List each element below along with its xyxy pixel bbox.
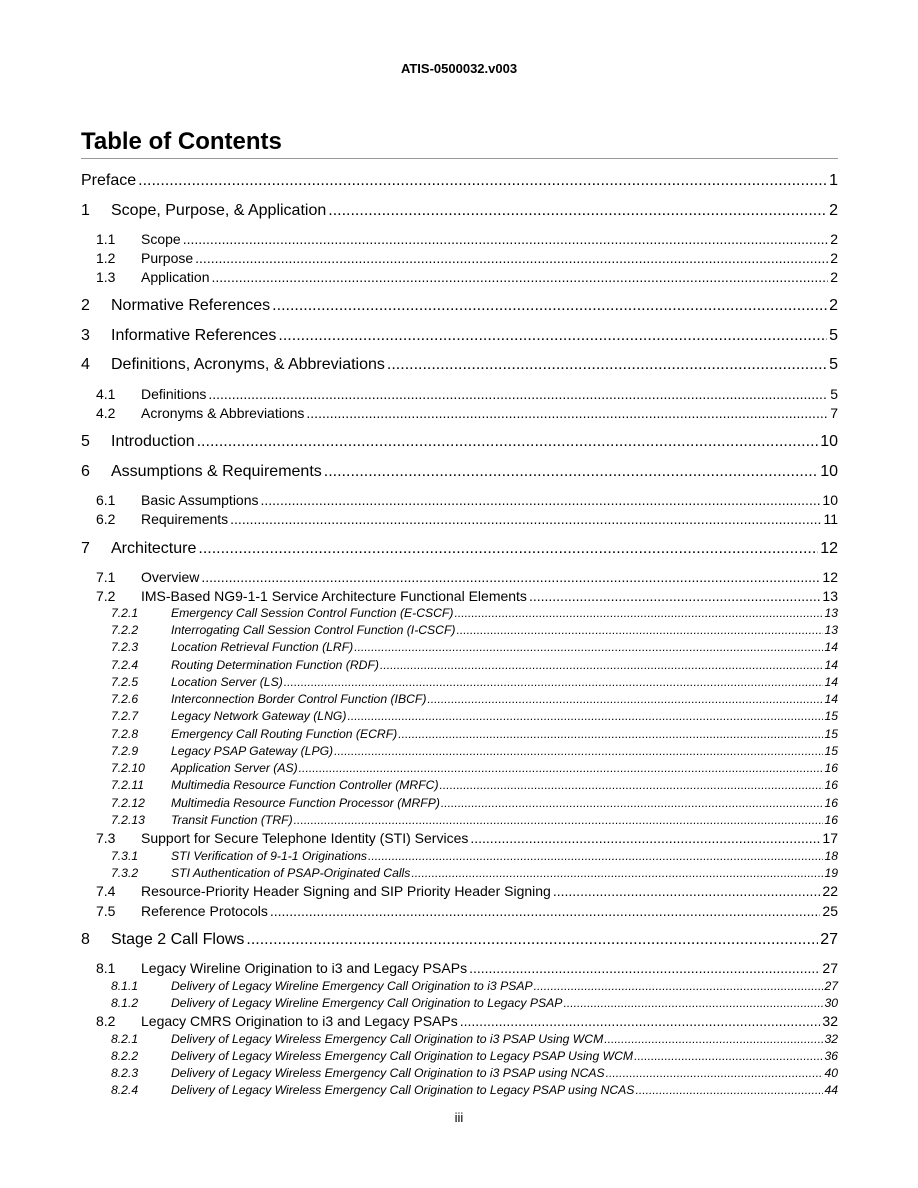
toc-entry[interactable] — [81, 202, 838, 220]
toc-entry-page: 27 — [824, 979, 838, 993]
toc-entry[interactable] — [81, 540, 838, 558]
toc-entry-page: 27 — [820, 931, 838, 948]
toc-entry[interactable] — [96, 511, 838, 527]
toc-entry[interactable] — [96, 830, 838, 846]
toc-entry-title: Legacy Network Gateway (LNG) — [171, 709, 347, 723]
toc-entry-number: 8.2.2 — [111, 1049, 139, 1063]
dot-leader — [368, 849, 823, 863]
toc-entry-page: 14 — [824, 658, 838, 672]
toc-entry-page: 22 — [822, 883, 838, 899]
dot-leader — [387, 356, 827, 374]
toc-entry-title: Delivery of Legacy Wireless Emergency Call Origination to i3 PSAP using NCAS — [171, 1066, 605, 1080]
toc-entry[interactable] — [96, 903, 838, 919]
toc-entry-title: Introduction — [111, 433, 195, 450]
toc-entry-page: 14 — [824, 692, 838, 706]
dot-leader — [460, 1013, 821, 1029]
toc-entry-number: 8.1.1 — [111, 979, 139, 993]
toc-entry-page: 19 — [824, 866, 838, 880]
toc-entry[interactable] — [111, 979, 838, 993]
toc-entry[interactable] — [111, 709, 838, 723]
toc-entry-page: 30 — [824, 996, 838, 1010]
toc-entry[interactable] — [111, 1032, 838, 1046]
toc-entry-number: 4.2 — [96, 405, 116, 421]
toc-entry-title: Stage 2 Call Flows — [111, 931, 245, 948]
toc-entry-number: 6 — [81, 463, 90, 480]
toc-entry-page: 16 — [824, 796, 838, 810]
toc-entry-number: 7.2.5 — [111, 675, 139, 689]
dot-leader — [198, 540, 818, 558]
dot-leader — [553, 883, 821, 899]
toc-entry[interactable] — [111, 1049, 838, 1063]
toc-entry[interactable] — [111, 727, 838, 741]
toc-entry-number: 7 — [81, 540, 90, 557]
toc-entry[interactable] — [96, 269, 838, 285]
toc-entry[interactable] — [96, 231, 838, 247]
toc-entry-number: 7.2.13 — [111, 813, 145, 827]
toc-entry-number: 7.3 — [96, 830, 116, 846]
toc-entry-title: Multimedia Resource Function Processor (MRFP) — [171, 796, 440, 810]
toc-entry[interactable] — [96, 386, 838, 402]
toc-entry-title: Architecture — [111, 540, 197, 557]
toc-entry-title: Acronyms & Abbreviations — [141, 405, 305, 421]
toc-entry-title: Preface — [81, 172, 137, 189]
toc-entry-number: 8.1 — [96, 960, 116, 976]
dot-leader — [427, 692, 823, 706]
toc-entry-page: 16 — [824, 813, 838, 827]
toc-entry-title: Emergency Call Session Control Function (E-CSCF) — [171, 606, 454, 620]
toc-entry-title: Location Retrieval Function (LRF) — [171, 640, 354, 654]
dot-leader — [138, 172, 827, 190]
toc-entry[interactable] — [96, 492, 838, 508]
dot-leader — [278, 327, 827, 345]
document-id-header: ATIS-0500032.v003 — [400, 61, 518, 76]
toc-entry-number: 7.2.6 — [111, 692, 139, 706]
toc-entry-number: 7.1 — [96, 569, 116, 585]
dot-leader — [272, 297, 827, 315]
toc-entry[interactable] — [81, 463, 838, 481]
toc-entry[interactable] — [111, 640, 838, 654]
toc-entry-title: Legacy Wireline Origination to i3 and Legacy PSAPs — [141, 960, 468, 976]
dot-leader — [534, 979, 824, 993]
toc-entry-title: Overview — [141, 569, 200, 585]
toc-entry-number: 7.2.1 — [111, 606, 139, 620]
toc-entry-page: 5 — [830, 386, 838, 402]
toc-entry-page: 25 — [822, 903, 838, 919]
toc-entry[interactable] — [111, 866, 838, 880]
dot-leader — [440, 778, 824, 792]
dot-leader — [334, 744, 823, 758]
toc-entry[interactable] — [111, 675, 838, 689]
toc-entry-page: 44 — [824, 1083, 838, 1097]
toc-entry[interactable] — [111, 813, 838, 827]
dot-leader — [606, 1066, 824, 1080]
toc-entry[interactable] — [111, 744, 838, 758]
toc-entry-title: Delivery of Legacy Wireline Emergency Call Origination to i3 PSAP — [171, 979, 533, 993]
dot-leader — [195, 250, 828, 266]
dot-leader — [441, 796, 824, 810]
dot-leader — [270, 903, 821, 919]
toc-entry-page: 13 — [822, 588, 838, 604]
toc-entry-title: STI Verification of 9-1-1 Originations — [171, 849, 367, 863]
toc-entry-page: 2 — [830, 269, 838, 285]
toc-entry-title: Application Server (AS) — [171, 761, 298, 775]
toc-entry-page: 2 — [830, 250, 838, 266]
toc-entry[interactable] — [111, 1083, 838, 1097]
toc-entry[interactable] — [111, 623, 838, 637]
dot-leader — [354, 640, 823, 654]
toc-entry-number: 8 — [81, 931, 90, 948]
toc-entry-title: Application — [141, 269, 210, 285]
toc-entry-number: 2 — [81, 297, 90, 314]
toc-entry-title: Transit Function (TRF) — [171, 813, 293, 827]
dot-leader — [230, 511, 821, 527]
toc-entry-number: 3 — [81, 327, 90, 344]
dot-leader — [324, 463, 818, 481]
toc-entry-page: 2 — [829, 297, 838, 314]
toc-entry-page: 15 — [824, 709, 838, 723]
toc-entry-number: 7.2 — [96, 588, 116, 604]
toc-entry-number: 7.2.10 — [111, 761, 145, 775]
toc-entry-page: 18 — [824, 849, 838, 863]
toc-entry-page: 13 — [824, 623, 838, 637]
toc-entry-title: Reference Protocols — [141, 903, 268, 919]
toc-entry-number: 7.2.7 — [111, 709, 139, 723]
toc-entry[interactable] — [111, 778, 838, 792]
toc-entry[interactable] — [111, 996, 838, 1010]
toc-entry[interactable] — [111, 658, 838, 672]
toc-entry[interactable] — [96, 588, 838, 604]
page-title: Table of Contents — [81, 128, 282, 155]
toc-entry[interactable] — [81, 356, 838, 374]
toc-entry-title: Informative References — [111, 327, 277, 344]
dot-leader — [380, 658, 823, 672]
dot-leader — [299, 761, 824, 775]
toc-entry-page: 2 — [830, 231, 838, 247]
toc-entry-number: 1.3 — [96, 269, 116, 285]
toc-entry[interactable] — [111, 606, 838, 620]
toc-entry[interactable] — [81, 327, 838, 345]
dot-leader — [197, 433, 819, 451]
toc-entry-number: 7.2.12 — [111, 796, 145, 810]
toc-entry-number: 8.1.2 — [111, 996, 139, 1010]
toc-entry-page: 2 — [829, 202, 838, 219]
toc-entry-page: 7 — [830, 405, 838, 421]
toc-entry-number: 7.4 — [96, 883, 116, 899]
toc-entry-page: 17 — [822, 830, 838, 846]
toc-entry-page: 5 — [829, 356, 838, 373]
toc-entry-number: 4.1 — [96, 386, 116, 402]
toc-entry-page: 12 — [822, 569, 838, 585]
toc-entry-page: 10 — [820, 433, 838, 450]
dot-leader — [634, 1049, 823, 1063]
toc-entry-title: Support for Secure Telephone Identity (STI) Services — [141, 830, 469, 846]
toc-entry-page: 16 — [824, 778, 838, 792]
toc-entry-title: Legacy PSAP Gateway (LPG) — [171, 744, 334, 758]
toc-entry-page: 13 — [824, 606, 838, 620]
dot-leader — [411, 866, 823, 880]
dot-leader — [563, 996, 823, 1010]
toc-entry-title: Delivery of Legacy Wireline Emergency Call Origination to Legacy PSAP — [171, 996, 563, 1010]
toc-entry-title: Definitions, Acronyms, & Abbreviations — [111, 356, 385, 373]
toc-entry[interactable] — [96, 250, 838, 266]
toc-entry-page: 16 — [824, 761, 838, 775]
toc-entry[interactable] — [96, 569, 838, 585]
toc-entry-title: Routing Determination Function (RDF) — [171, 658, 379, 672]
toc-entry[interactable] — [111, 1066, 838, 1080]
toc-entry-title: STI Authentication of PSAP-Originated Calls — [171, 866, 411, 880]
dot-leader — [208, 386, 828, 402]
toc-entry-number: 8.2.4 — [111, 1083, 139, 1097]
toc-entry-number: 8.2.1 — [111, 1032, 139, 1046]
toc-entry-page: 15 — [824, 727, 838, 741]
dot-leader — [261, 492, 821, 508]
toc-entry[interactable] — [81, 297, 838, 315]
toc-entry-number: 7.2.8 — [111, 727, 139, 741]
toc-entry-title: Interconnection Border Control Function (IBCF) — [171, 692, 427, 706]
toc-entry[interactable] — [111, 692, 838, 706]
dot-leader — [470, 830, 820, 846]
toc-entry-number: 7.5 — [96, 903, 116, 919]
toc-entry-title: Delivery of Legacy Wireless Emergency Call Origination to Legacy PSAP Using WCM — [171, 1049, 634, 1063]
toc-entry[interactable] — [111, 849, 838, 863]
toc-entry-page: 5 — [829, 327, 838, 344]
toc-entry-number: 6.1 — [96, 492, 116, 508]
toc-entry-page: 15 — [824, 744, 838, 758]
dot-leader — [183, 231, 829, 247]
toc-entry-number: 7.2.4 — [111, 658, 139, 672]
dot-leader — [201, 569, 820, 585]
dot-leader — [294, 813, 824, 827]
toc-entry-title: Delivery of Legacy Wireless Emergency Call Origination to i3 PSAP Using WCM — [171, 1032, 604, 1046]
toc-entry-title: Requirements — [141, 511, 229, 527]
toc-entry-page: 36 — [824, 1049, 838, 1063]
dot-leader — [454, 606, 823, 620]
toc-entry-title: Basic Assumptions — [141, 492, 259, 508]
toc-entry-title: Assumptions & Requirements — [111, 463, 322, 480]
toc-entry-number: 1.2 — [96, 250, 116, 266]
toc-entry-title: Location Server (LS) — [171, 675, 283, 689]
toc-entry[interactable] — [111, 761, 838, 775]
toc-entry-page: 11 — [823, 511, 838, 527]
toc-entry-number: 7.2.11 — [111, 778, 144, 792]
toc-entry-number: 5 — [81, 433, 90, 450]
toc-entry[interactable] — [96, 1013, 838, 1029]
toc-entry-title: Legacy CMRS Origination to i3 and Legacy PSAPs — [141, 1013, 458, 1029]
dot-leader — [635, 1083, 823, 1097]
dot-leader — [529, 588, 820, 604]
toc-entry[interactable] — [96, 960, 838, 976]
toc-entry-number: 7.2.2 — [111, 623, 139, 637]
dot-leader — [284, 675, 824, 689]
toc-entry-title: Purpose — [141, 250, 194, 266]
dot-leader — [398, 727, 823, 741]
toc-entry-page: 10 — [822, 492, 838, 508]
page-number: iii — [454, 1110, 464, 1125]
toc-entry[interactable] — [96, 883, 838, 899]
toc-entry-page: 32 — [824, 1032, 838, 1046]
toc-entry-page: 10 — [820, 463, 838, 480]
toc-entry-number: 7.3.2 — [111, 866, 139, 880]
toc-entry-number: 4 — [81, 356, 90, 373]
toc-entry-title: Definitions — [141, 386, 207, 402]
dot-leader — [246, 931, 818, 949]
toc-entry-title: Resource-Priority Header Signing and SIP Priority Header Signing — [141, 883, 551, 899]
toc-entry-page: 12 — [820, 540, 838, 557]
toc-entry-title: Emergency Call Routing Function (ECRF) — [171, 727, 398, 741]
toc-entry[interactable] — [81, 931, 838, 949]
dot-leader — [347, 709, 823, 723]
toc-entry-number: 7.2.9 — [111, 744, 139, 758]
toc-entry-number: 7.3.1 — [111, 849, 139, 863]
toc-entry-number: 8.2.3 — [111, 1066, 139, 1080]
toc-entry-number: 7.2.3 — [111, 640, 139, 654]
toc-entry[interactable] — [81, 433, 838, 451]
toc-entry-page: 27 — [822, 960, 838, 976]
dot-leader — [212, 269, 829, 285]
toc-entry-page: 1 — [829, 172, 838, 189]
dot-leader — [456, 623, 823, 637]
toc-entry-title: Delivery of Legacy Wireless Emergency Call Origination to Legacy PSAP using NCAS — [171, 1083, 635, 1097]
toc-entry-page: 14 — [824, 675, 838, 689]
toc-entry-title: Multimedia Resource Function Controller (MRFC) — [171, 778, 439, 792]
toc-entry-page: 14 — [824, 640, 838, 654]
dot-leader — [469, 960, 820, 976]
dot-leader — [306, 405, 828, 421]
toc-entry-number: 6.2 — [96, 511, 116, 527]
toc-entry-page: 32 — [822, 1013, 838, 1029]
toc-entry-title: Interrogating Call Session Control Function (I-CSCF) — [171, 623, 456, 637]
toc-entry-title: Scope, Purpose, & Application — [111, 202, 327, 219]
toc-entry-page: 40 — [824, 1066, 838, 1080]
toc-entry-title: IMS-Based NG9-1-1 Service Architecture Functional Elements — [141, 588, 527, 604]
toc-entry-number: 1.1 — [96, 231, 116, 247]
dot-leader — [328, 202, 827, 220]
toc-entry-title: Normative References — [111, 297, 271, 314]
toc-entry[interactable] — [81, 172, 838, 190]
toc-entry-title: Scope — [141, 231, 181, 247]
toc-entry-number: 1 — [81, 202, 90, 219]
toc-entry-number: 8.2 — [96, 1013, 116, 1029]
toc-entry[interactable] — [111, 796, 838, 810]
toc-entry[interactable] — [96, 405, 838, 421]
dot-leader — [604, 1032, 823, 1046]
